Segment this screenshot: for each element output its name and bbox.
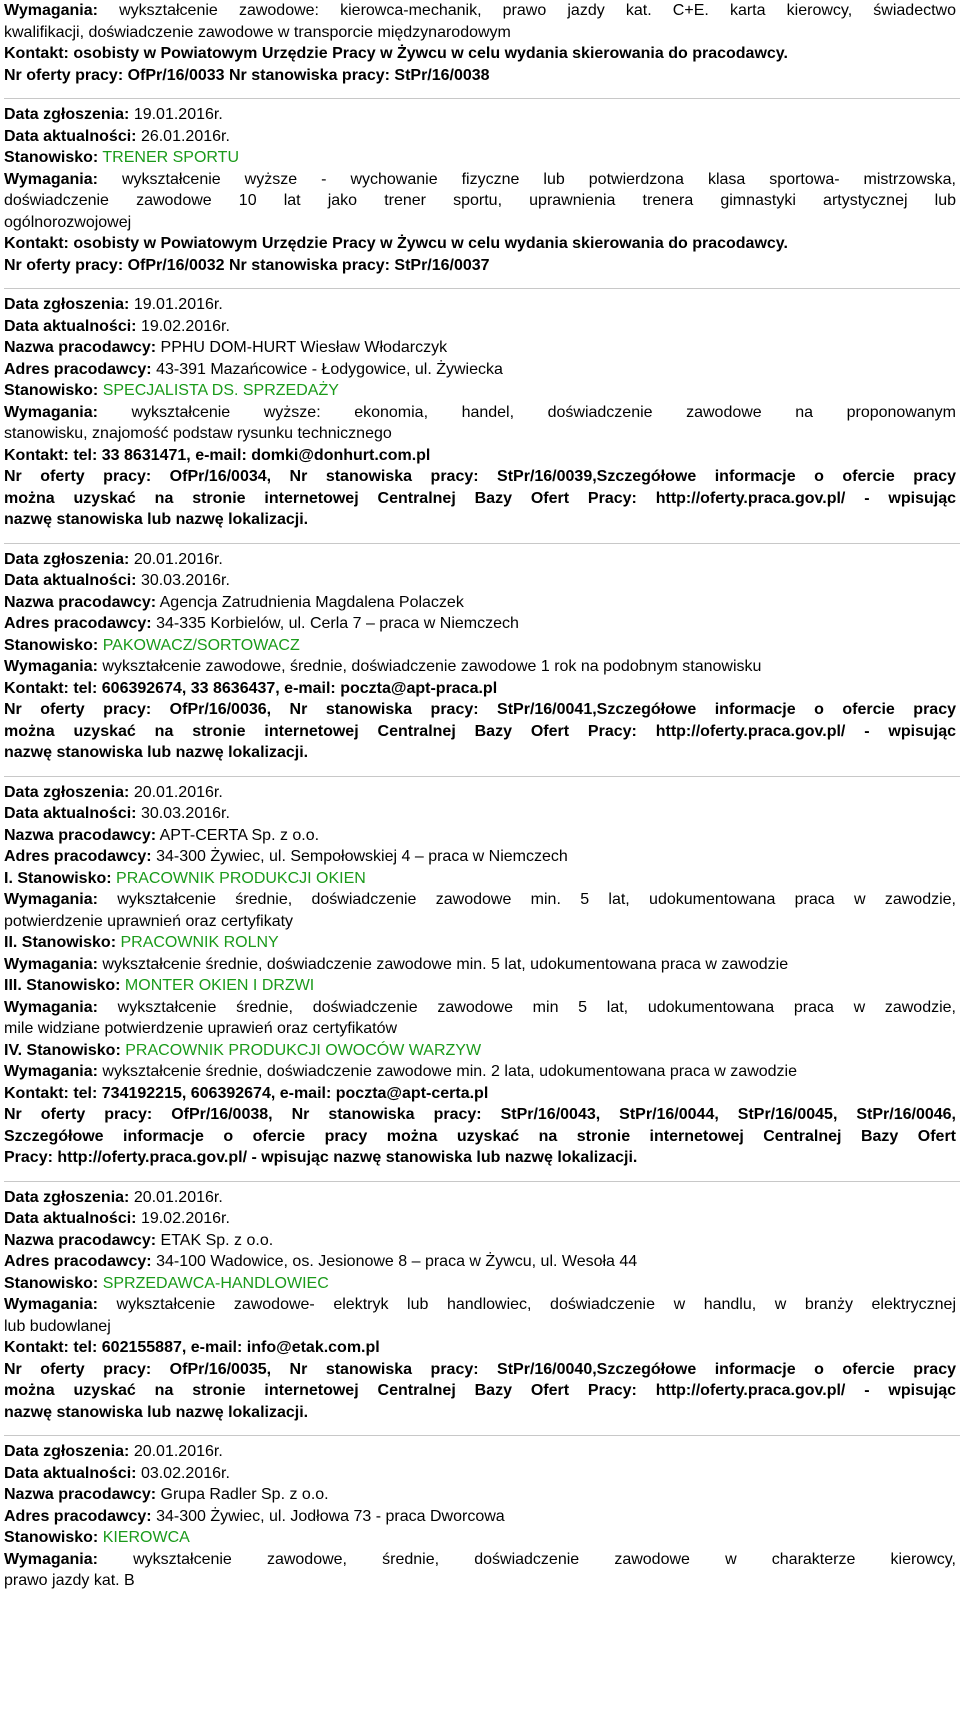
divider bbox=[4, 1181, 960, 1182]
requirements-line bbox=[4, 402, 956, 424]
employer-address bbox=[4, 1506, 956, 1528]
label: Wymagania: bbox=[4, 403, 98, 421]
offer-info-line: można uzyskać na stronie internetowej Centralnej Bazy Ofert Pracy: http://oferty.praca.gov.pl/ - wpisując bbox=[4, 1382, 956, 1399]
label: Data aktualności: bbox=[4, 127, 137, 145]
offer-block bbox=[4, 1187, 960, 1424]
requirements-line bbox=[4, 169, 956, 191]
requirements-line: kwalifikacji, doświadczenie zawodowe w transporcie międzynarodowym bbox=[4, 23, 511, 41]
contact-text: osobisty w Powiatowym Urzędzie Pracy w Żywcu w celu wydania skierowania do pracodawcy. bbox=[73, 235, 788, 252]
requirements-text: wykształcenie średnie, doświadczenie zawodowe min 5 lat, udokumentowana praca w zawodzie, bbox=[117, 998, 956, 1016]
position-title: PRACOWNIK ROLNY bbox=[120, 934, 279, 951]
contact-line bbox=[4, 43, 956, 65]
label: Data aktualności: bbox=[4, 572, 137, 589]
requirements-line: ogólnorozwojowej bbox=[4, 213, 132, 231]
value: 30.03.2016r. bbox=[140, 572, 230, 589]
validity-date bbox=[4, 1463, 956, 1485]
value: 34-300 Żywiec, ul. Sempołowskiej 4 – praca w Niemczech bbox=[156, 848, 568, 865]
employer-name bbox=[4, 1484, 956, 1506]
label: Stanowisko: bbox=[4, 149, 99, 166]
employer-name bbox=[4, 337, 956, 359]
label: Wymagania: bbox=[4, 891, 98, 908]
label: Data zgłoszenia: bbox=[4, 106, 130, 123]
label: Stanowisko: bbox=[4, 636, 99, 654]
label: Adres pracodawcy: bbox=[4, 1507, 152, 1525]
requirements-text: wykształcenie średnie, doświadczenie zawodowe min. 5 lat, udokumentowana praca w zawodzie bbox=[102, 955, 789, 973]
contact-line: Kontakt: tel: 606392674, 33 8636437, e-mail: poczta@apt-praca.pl bbox=[4, 679, 498, 697]
label: Nazwa pracodawcy: bbox=[4, 593, 157, 611]
value: 19.02.2016r. bbox=[140, 1210, 230, 1227]
offer-number: Nr oferty pracy: OfPr/16/0038, Nr stanowiska pracy: StPr/16/0043, StPr/16/0044, StPr/16/0045, StPr/16/0046, bbox=[4, 1106, 956, 1123]
value: Agencja Zatrudnienia Magdalena Polaczek bbox=[159, 593, 464, 611]
label: Kontakt: bbox=[4, 235, 69, 252]
contact-line bbox=[4, 233, 956, 255]
requirements-line: doświadczenie zawodowe 10 lat jako trener sportu, uprawnienia trenera gimnastyki artystycznej lub bbox=[4, 192, 956, 209]
requirements-line bbox=[4, 0, 956, 22]
label: Data zgłoszenia: bbox=[4, 1443, 130, 1460]
position-line bbox=[4, 1527, 956, 1549]
submission-date bbox=[4, 1187, 956, 1209]
position-title: KIEROWCA bbox=[102, 1529, 190, 1546]
value: 34-100 Wadowice, os. Jesionowe 8 – praca w Żywcu, ul. Wesoła 44 bbox=[156, 1253, 638, 1270]
offer-info-line: można uzyskać na stronie internetowej Centralnej Bazy Ofert Pracy: http://oferty.praca.gov.pl/ - wpisując bbox=[4, 489, 956, 507]
label: Nazwa pracodawcy: bbox=[4, 1486, 157, 1503]
requirements-text: wykształcenie zawodowe- elektryk lub handlowiec, doświadczenie w handlu, w branży elektrycznej bbox=[116, 1296, 956, 1313]
label: Adres pracodawcy: bbox=[4, 360, 152, 378]
validity-date bbox=[4, 316, 956, 338]
requirements-text: wykształcenie zawodowe, średnie, doświadczenie zawodowe w charakterze kierowcy, bbox=[133, 1550, 957, 1568]
label: Adres pracodawcy: bbox=[4, 848, 152, 865]
value: 20.01.2016r. bbox=[133, 1188, 223, 1206]
offer-info-line: można uzyskać na stronie internetowej Centralnej Bazy Ofert Pracy: http://oferty.praca.gov.pl/ - wpisując bbox=[4, 722, 956, 740]
position-title: MONTER OKIEN I DRZWI bbox=[124, 977, 315, 994]
label: Stanowisko: bbox=[4, 1274, 99, 1292]
employer-address bbox=[4, 1251, 956, 1273]
value: 19.02.2016r. bbox=[140, 317, 230, 335]
label: Data zgłoszenia: bbox=[4, 1188, 130, 1206]
position-line bbox=[4, 147, 956, 169]
label: Wymagania: bbox=[4, 1550, 98, 1568]
submission-date bbox=[4, 782, 956, 804]
label: Data aktualności: bbox=[4, 805, 137, 822]
position-title: SPRZEDAWCA-HANDLOWIEC bbox=[102, 1274, 329, 1292]
position-line bbox=[4, 932, 956, 954]
label: Wymagania: bbox=[4, 998, 98, 1016]
label: IV. Stanowisko: bbox=[4, 1041, 121, 1059]
label: Adres pracodawcy: bbox=[4, 615, 152, 632]
label: Wymagania: bbox=[4, 955, 98, 973]
label: Data zgłoszenia: bbox=[4, 783, 130, 801]
label: I. Stanowisko: bbox=[4, 869, 112, 887]
value: 26.01.2016r. bbox=[140, 127, 230, 145]
label: Wymagania: bbox=[4, 658, 98, 675]
submission-date bbox=[4, 104, 956, 126]
divider bbox=[4, 543, 960, 544]
contact-line: Kontakt: tel: 734192215, 606392674, e-mail: poczta@apt-certa.pl bbox=[4, 1084, 489, 1102]
value: 43-391 Mazańcowice - Łodygowice, ul. Żywiecka bbox=[156, 360, 503, 378]
divider bbox=[4, 288, 960, 289]
position-title: PRACOWNIK PRODUKCJI OWOCÓW WARZYW bbox=[125, 1041, 482, 1059]
requirements-line bbox=[4, 1549, 956, 1571]
requirements-line: stanowisku, znajomość podstaw rysunku technicznego bbox=[4, 425, 392, 442]
offer-number: Nr oferty pracy: OfPr/16/0034, Nr stanowiska pracy: StPr/16/0039,Szczegółowe informacje o ofercie pracy bbox=[4, 468, 956, 485]
requirements-text: wykształcenie średnie, doświadczenie zawodowe min. 2 lata, udokumentowana praca w zawodzie bbox=[102, 1063, 797, 1080]
label: III. Stanowisko: bbox=[4, 977, 121, 994]
label: II. Stanowisko: bbox=[4, 934, 117, 951]
position-line bbox=[4, 380, 956, 402]
requirements-text: wykształcenie wyższe - wychowanie fizyczne lub potwierdzona klasa sportowa- mistrzowska, bbox=[121, 170, 956, 188]
submission-date bbox=[4, 294, 956, 316]
offer-block bbox=[4, 294, 960, 531]
label: Wymagania: bbox=[4, 1296, 98, 1313]
offer-block bbox=[4, 1441, 960, 1592]
value: 20.01.2016r. bbox=[133, 550, 223, 568]
position-title: PAKOWACZ/SORTOWACZ bbox=[102, 636, 300, 654]
offer-info-line: nazwę stanowiska lub nazwę lokalizacji. bbox=[4, 744, 309, 761]
requirements-text: wykształcenie zawodowe: kierowca-mechanik, prawo jazdy kat. C+E. karta kierowcy, świadectwo bbox=[119, 2, 956, 19]
offer-info-line: nazwę stanowiska lub nazwę lokalizacji. bbox=[4, 1403, 309, 1421]
value: 03.02.2016r. bbox=[140, 1464, 230, 1482]
label: Kontakt: bbox=[4, 45, 69, 62]
requirements-line: prawo jazdy kat. B bbox=[4, 1572, 135, 1589]
label: Nazwa pracodawcy: bbox=[4, 339, 157, 356]
label: Data zgłoszenia: bbox=[4, 550, 130, 568]
requirements-text: wykształcenie średnie, doświadczenie zawodowe min. 5 lat, udokumentowana praca w zawodzie, bbox=[117, 891, 956, 908]
label: Data aktualności: bbox=[4, 1210, 137, 1227]
value: Grupa Radler Sp. z o.o. bbox=[160, 1486, 329, 1503]
offer-info-line: Pracy: http://oferty.praca.gov.pl/ - wpisując nazwę stanowiska lub nazwę lokalizacji. bbox=[4, 1149, 638, 1166]
offer-block bbox=[4, 782, 960, 1169]
requirements-line bbox=[4, 656, 956, 678]
submission-date bbox=[4, 1441, 956, 1463]
position-line bbox=[4, 1273, 956, 1295]
contact-text: osobisty w Powiatowym Urzędzie Pracy w Żywcu w celu wydania skierowania do pracodawcy. bbox=[73, 45, 788, 62]
offer-block bbox=[4, 104, 960, 276]
divider bbox=[4, 776, 960, 777]
requirements-text: wykształcenie zawodowe, średnie, doświadczenie zawodowe 1 rok na podobnym stanowisku bbox=[102, 658, 762, 675]
divider bbox=[4, 98, 960, 99]
requirements-line bbox=[4, 1294, 956, 1316]
requirements-line bbox=[4, 1061, 956, 1083]
value: 34-300 Żywiec, ul. Jodłowa 73 - praca Dworcowa bbox=[156, 1507, 505, 1525]
validity-date bbox=[4, 570, 956, 592]
contact-line: Kontakt: tel: 33 8631471, e-mail: domki@donhurt.com.pl bbox=[4, 446, 431, 464]
employer-name bbox=[4, 592, 956, 614]
position-title: PRACOWNIK PRODUKCJI OKIEN bbox=[116, 869, 366, 887]
label: Wymagania: bbox=[4, 2, 98, 19]
label: Wymagania: bbox=[4, 1063, 98, 1080]
offer-block bbox=[4, 549, 960, 764]
validity-date bbox=[4, 1208, 956, 1230]
value: 19.01.2016r. bbox=[133, 296, 223, 313]
label: Data aktualności: bbox=[4, 1464, 137, 1482]
label: Data zgłoszenia: bbox=[4, 296, 130, 313]
label: Stanowisko: bbox=[4, 1529, 99, 1546]
value: PPHU DOM-HURT Wiesław Włodarczyk bbox=[160, 339, 448, 356]
requirements-line bbox=[4, 954, 956, 976]
divider bbox=[4, 1435, 960, 1436]
offer-block bbox=[4, 0, 960, 86]
requirements-line: mile widziane potwierdzenie uprawień oraz certyfikatów bbox=[4, 1020, 398, 1037]
contact-line: Kontakt: tel: 602155887, e-mail: info@etak.com.pl bbox=[4, 1339, 380, 1356]
validity-date bbox=[4, 803, 956, 825]
requirements-line: lub budowlanej bbox=[4, 1317, 111, 1335]
offer-number: Nr oferty pracy: OfPr/16/0032 Nr stanowiska pracy: StPr/16/0037 bbox=[4, 256, 490, 274]
position-title: SPECJALISTA DS. SPRZEDAŻY bbox=[102, 382, 339, 399]
requirements-line bbox=[4, 889, 956, 911]
value: ETAK Sp. z o.o. bbox=[160, 1231, 274, 1249]
offer-info-line: nazwę stanowiska lub nazwę lokalizacji. bbox=[4, 511, 309, 528]
submission-date bbox=[4, 549, 956, 571]
position-line bbox=[4, 1040, 956, 1062]
offer-number: Nr oferty pracy: OfPr/16/0033 Nr stanowiska pracy: StPr/16/0038 bbox=[4, 66, 490, 84]
label: Data aktualności: bbox=[4, 317, 137, 335]
position-line bbox=[4, 868, 956, 890]
requirements-line bbox=[4, 997, 956, 1019]
requirements-line: potwierdzenie uprawnień oraz certyfikaty bbox=[4, 912, 294, 930]
label: Nazwa pracodawcy: bbox=[4, 826, 157, 844]
offer-number: Nr oferty pracy: OfPr/16/0036, Nr stanowiska pracy: StPr/16/0041,Szczegółowe informacje o ofercie pracy bbox=[4, 701, 956, 718]
offer-number: Nr oferty pracy: OfPr/16/0035, Nr stanowiska pracy: StPr/16/0040,Szczegółowe informacje o ofercie pracy bbox=[4, 1360, 956, 1378]
value: 20.01.2016r. bbox=[133, 1443, 223, 1460]
value: 34-335 Korbielów, ul. Cerla 7 – praca w Niemczech bbox=[156, 615, 519, 632]
label: Adres pracodawcy: bbox=[4, 1253, 152, 1270]
position-line bbox=[4, 635, 956, 657]
validity-date bbox=[4, 126, 956, 148]
value: 20.01.2016r. bbox=[133, 783, 223, 801]
label: Nazwa pracodawcy: bbox=[4, 1231, 157, 1249]
offer-info-line: Szczegółowe informacje o ofercie pracy można uzyskać na stronie internetowej Centralnej Bazy Ofert bbox=[4, 1127, 956, 1145]
label: Wymagania: bbox=[4, 170, 98, 188]
employer-address bbox=[4, 359, 956, 381]
value: APT-CERTA Sp. z o.o. bbox=[159, 826, 320, 844]
employer-address bbox=[4, 846, 956, 868]
value: 30.03.2016r. bbox=[140, 805, 230, 822]
position-title: TRENER SPORTU bbox=[102, 149, 239, 166]
value: 19.01.2016r. bbox=[133, 106, 223, 123]
requirements-text: wykształcenie wyższe: ekonomia, handel, doświadczenie zawodowe na proponowanym bbox=[131, 403, 956, 421]
employer-name bbox=[4, 825, 956, 847]
position-line bbox=[4, 975, 956, 997]
employer-address bbox=[4, 613, 956, 635]
employer-name bbox=[4, 1230, 956, 1252]
label: Stanowisko: bbox=[4, 382, 99, 399]
